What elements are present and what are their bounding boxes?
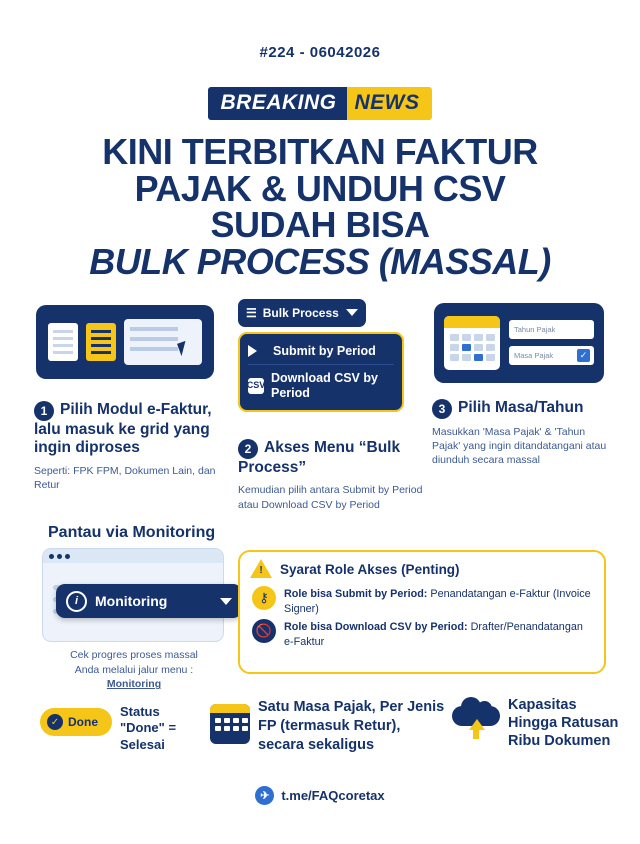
headline-line-3: SUDAH BISA [210, 204, 430, 246]
step-subtitle: Seperti: FPK FPM, Dokumen Lain, dan Retur [34, 465, 216, 492]
cursor-icon [177, 341, 190, 356]
no-user-icon: 🚫 [252, 619, 276, 643]
step-1 [34, 401, 224, 493]
arrow-right-icon [248, 345, 266, 357]
monitoring-caption-line-1: Cek progres proses massal [70, 649, 198, 661]
role-box-header [240, 552, 604, 583]
document-icon [48, 323, 78, 361]
check-icon: ✓ [47, 714, 63, 730]
csv-icon: CSV [248, 378, 264, 394]
step-title: Pilih Modul e-Faktur, lalu masuk ke grid yang ingin diproses [34, 400, 212, 457]
key-icon: ⚷ [252, 586, 276, 610]
infographic-page [0, 44, 640, 844]
grid-illustration [124, 319, 202, 365]
bulk-process-button[interactable] [238, 299, 366, 327]
step-subtitle: Kemudian pilih antara Submit by Period atau Download CSV by Period [238, 484, 423, 511]
monitoring-label: Monitoring [95, 593, 168, 609]
role-row-bold: Role bisa Submit by Period: [284, 588, 428, 600]
masa-pajak-field[interactable] [509, 346, 594, 365]
headline-line-1: KINI TERBITKAN FAKTUR [102, 131, 538, 172]
monitoring-caption-link: Monitoring [106, 678, 162, 691]
document-icon-highlight [86, 323, 116, 361]
done-label: Done [68, 715, 98, 729]
step-title: Pilih Masa/Tahun [458, 398, 584, 416]
headline-line-2: PAJAK & UNDUH CSV [134, 167, 506, 209]
step-subtitle: Masukkan 'Masa Pajak' & 'Tahun Pajak' yang ingin ditandatangani atau diunduh secara massal [432, 425, 607, 467]
cloud-upload-icon [452, 702, 500, 742]
bottom-item-2-text: Satu Masa Pajak, Per Jenis FP (termasuk Retur), secara sekaligus [258, 699, 445, 753]
role-row-detail: Penandatangan e-Faktur (Invoice Signer) [284, 588, 591, 615]
step-number: 1 [34, 401, 54, 421]
illustration-row [0, 305, 640, 400]
monitoring-menu-button[interactable] [56, 584, 242, 618]
step-title: Akses Menu “Bulk Process” [238, 438, 401, 476]
tahun-pajak-label: Tahun Pajak [514, 325, 556, 335]
menu-item-label: Download CSV by Period [271, 371, 378, 400]
monitoring-caption-line-2: Anda melalui jalur menu : [74, 663, 194, 676]
bulk-process-label: Bulk Process [262, 305, 339, 320]
step-2 [238, 439, 433, 512]
bottom-item-3-text: Kapasitas Hingga Ratusan Ribu Dokumen [508, 697, 619, 750]
bulk-process-menu-illustration [238, 299, 404, 400]
issue-number: #224 - 06042026 [259, 44, 381, 61]
chevron-down-icon [220, 598, 232, 605]
menu-item-submit-by-period[interactable] [248, 341, 394, 361]
step-number: 2 [238, 439, 258, 459]
role-row-detail: Drafter/Penandatangan e-Faktur [284, 621, 583, 648]
chevron-down-icon [346, 309, 358, 316]
info-icon: i [66, 591, 87, 612]
menu-divider [248, 364, 394, 365]
step-number: 3 [432, 399, 452, 419]
page-title [0, 131, 640, 283]
list-icon: ☰ [246, 305, 257, 320]
monitoring-caption [34, 648, 234, 692]
role-row-bold: Role bisa Download CSV by Period: [284, 621, 468, 634]
menu-item-label: Submit by Period [273, 343, 376, 358]
steps-section [0, 397, 640, 525]
calendar-icon [444, 316, 500, 370]
role-row [240, 616, 604, 649]
role-row-text [284, 619, 592, 649]
calendar-icon [210, 704, 250, 744]
bottom-item-1-text: Status "Done" = Selesai [120, 704, 177, 752]
news-label: NEWS [347, 87, 432, 120]
browser-titlebar [43, 549, 223, 563]
headline-line-4: BULK PROCESS (MASSAL) [89, 241, 551, 283]
footer [0, 786, 640, 805]
tahun-pajak-field[interactable] [509, 320, 594, 339]
footer-handle[interactable]: t.me/FAQcoretax [281, 788, 385, 803]
check-icon: ✓ [577, 349, 590, 362]
role-requirements-box [238, 550, 606, 674]
breaking-label: BREAKING [208, 87, 346, 120]
telegram-icon: ✈ [255, 786, 274, 805]
period-picker-illustration [434, 303, 604, 383]
role-box-title: Syarat Role Akses (Penting) [280, 561, 460, 577]
breaking-news-badge [0, 87, 640, 120]
role-row [240, 583, 604, 616]
step-3 [432, 399, 612, 468]
role-row-text [284, 586, 592, 616]
monitoring-heading: Pantau via Monitoring [48, 524, 216, 541]
status-badge [40, 708, 112, 736]
period-fields [509, 320, 594, 365]
warning-icon: ! [250, 559, 272, 579]
masa-pajak-label: Masa Pajak [514, 351, 554, 361]
document-grid-illustration [36, 305, 214, 379]
